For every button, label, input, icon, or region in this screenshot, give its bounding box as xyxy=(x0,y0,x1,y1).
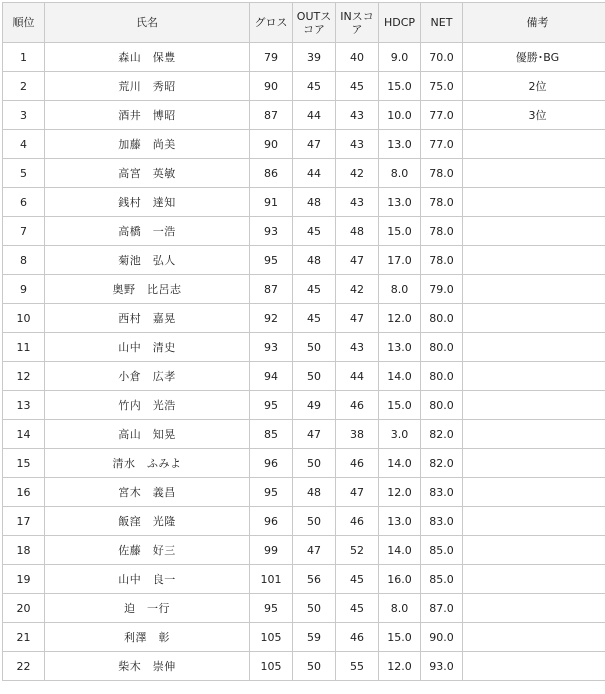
cell-net: 80.0 xyxy=(421,304,463,333)
cell-note xyxy=(463,333,605,362)
cell-in-score: 43 xyxy=(336,101,379,130)
table-row xyxy=(3,449,605,478)
cell-out-score: 47 xyxy=(293,536,336,565)
cell-net: 77.0 xyxy=(421,130,463,159)
cell-note xyxy=(463,478,605,507)
cell-hdcp: 16.0 xyxy=(379,565,421,594)
header-in-score: INスコア xyxy=(336,3,379,43)
cell-out-score: 49 xyxy=(293,391,336,420)
cell-out-score: 39 xyxy=(293,43,336,72)
cell-out-score: 45 xyxy=(293,217,336,246)
cell-gross: 99 xyxy=(250,536,293,565)
cell-note xyxy=(463,449,605,478)
cell-net: 93.0 xyxy=(421,652,463,681)
cell-in-score: 43 xyxy=(336,130,379,159)
cell-hdcp: 8.0 xyxy=(379,275,421,304)
cell-hdcp: 8.0 xyxy=(379,594,421,623)
cell-net: 77.0 xyxy=(421,101,463,130)
cell-hdcp: 10.0 xyxy=(379,101,421,130)
header-out-score: OUTスコア xyxy=(293,3,336,43)
cell-name: 高橋 一浩 xyxy=(45,217,250,246)
cell-hdcp: 14.0 xyxy=(379,362,421,391)
cell-note xyxy=(463,536,605,565)
cell-hdcp: 9.0 xyxy=(379,43,421,72)
cell-rank: 14 xyxy=(3,420,45,449)
cell-out-score: 44 xyxy=(293,159,336,188)
cell-hdcp: 12.0 xyxy=(379,652,421,681)
cell-net: 87.0 xyxy=(421,594,463,623)
cell-in-score: 46 xyxy=(336,507,379,536)
cell-gross: 93 xyxy=(250,217,293,246)
cell-net: 80.0 xyxy=(421,362,463,391)
cell-rank: 2 xyxy=(3,72,45,101)
cell-name: 高山 知晃 xyxy=(45,420,250,449)
cell-net: 90.0 xyxy=(421,623,463,652)
cell-rank: 5 xyxy=(3,159,45,188)
cell-rank: 15 xyxy=(3,449,45,478)
cell-in-score: 45 xyxy=(336,565,379,594)
cell-rank: 4 xyxy=(3,130,45,159)
cell-out-score: 45 xyxy=(293,72,336,101)
table-header xyxy=(3,3,605,43)
cell-name: 銭村 達知 xyxy=(45,188,250,217)
cell-in-score: 42 xyxy=(336,159,379,188)
cell-note: 優勝･BG xyxy=(463,43,605,72)
table-row xyxy=(3,188,605,217)
cell-gross: 96 xyxy=(250,507,293,536)
table-row xyxy=(3,565,605,594)
cell-net: 78.0 xyxy=(421,246,463,275)
cell-in-score: 44 xyxy=(336,362,379,391)
cell-rank: 17 xyxy=(3,507,45,536)
cell-rank: 13 xyxy=(3,391,45,420)
cell-note xyxy=(463,217,605,246)
cell-hdcp: 12.0 xyxy=(379,304,421,333)
cell-name: 西村 嘉晃 xyxy=(45,304,250,333)
cell-net: 82.0 xyxy=(421,449,463,478)
cell-out-score: 50 xyxy=(293,507,336,536)
cell-rank: 11 xyxy=(3,333,45,362)
cell-rank: 12 xyxy=(3,362,45,391)
cell-hdcp: 15.0 xyxy=(379,217,421,246)
cell-net: 78.0 xyxy=(421,188,463,217)
cell-rank: 3 xyxy=(3,101,45,130)
cell-name: 山中 良一 xyxy=(45,565,250,594)
cell-note xyxy=(463,362,605,391)
cell-hdcp: 13.0 xyxy=(379,333,421,362)
cell-gross: 85 xyxy=(250,420,293,449)
cell-rank: 18 xyxy=(3,536,45,565)
cell-hdcp: 13.0 xyxy=(379,507,421,536)
table-row xyxy=(3,594,605,623)
cell-hdcp: 13.0 xyxy=(379,188,421,217)
table-row xyxy=(3,536,605,565)
cell-gross: 95 xyxy=(250,391,293,420)
cell-rank: 7 xyxy=(3,217,45,246)
cell-in-score: 47 xyxy=(336,304,379,333)
cell-gross: 87 xyxy=(250,275,293,304)
header-note: 備考 xyxy=(463,3,605,43)
cell-out-score: 45 xyxy=(293,304,336,333)
header-name: 氏名 xyxy=(45,3,250,43)
cell-note xyxy=(463,159,605,188)
cell-gross: 101 xyxy=(250,565,293,594)
cell-in-score: 45 xyxy=(336,72,379,101)
cell-in-score: 47 xyxy=(336,246,379,275)
cell-name: 奥野 比呂志 xyxy=(45,275,250,304)
table-row xyxy=(3,304,605,333)
cell-note xyxy=(463,246,605,275)
cell-rank: 8 xyxy=(3,246,45,275)
cell-in-score: 46 xyxy=(336,391,379,420)
cell-out-score: 44 xyxy=(293,101,336,130)
cell-hdcp: 15.0 xyxy=(379,623,421,652)
cell-out-score: 47 xyxy=(293,420,336,449)
cell-gross: 90 xyxy=(250,130,293,159)
cell-name: 酒井 博昭 xyxy=(45,101,250,130)
cell-note xyxy=(463,188,605,217)
cell-name: 山中 清史 xyxy=(45,333,250,362)
cell-in-score: 46 xyxy=(336,623,379,652)
cell-note xyxy=(463,623,605,652)
table-row xyxy=(3,507,605,536)
cell-gross: 95 xyxy=(250,246,293,275)
cell-note xyxy=(463,304,605,333)
cell-name: 高宮 英敏 xyxy=(45,159,250,188)
cell-out-score: 50 xyxy=(293,652,336,681)
cell-name: 迫 一行 xyxy=(45,594,250,623)
table-row xyxy=(3,478,605,507)
cell-name: 柴木 崇伸 xyxy=(45,652,250,681)
cell-hdcp: 15.0 xyxy=(379,391,421,420)
table-body xyxy=(3,43,605,681)
cell-gross: 105 xyxy=(250,652,293,681)
cell-in-score: 48 xyxy=(336,217,379,246)
cell-in-score: 43 xyxy=(336,188,379,217)
cell-net: 80.0 xyxy=(421,391,463,420)
header-rank: 順位 xyxy=(3,3,45,43)
cell-out-score: 45 xyxy=(293,275,336,304)
cell-in-score: 42 xyxy=(336,275,379,304)
table-row xyxy=(3,72,605,101)
cell-name: 小倉 広孝 xyxy=(45,362,250,391)
cell-hdcp: 8.0 xyxy=(379,159,421,188)
table-row xyxy=(3,43,605,72)
cell-note xyxy=(463,652,605,681)
cell-net: 78.0 xyxy=(421,217,463,246)
cell-hdcp: 17.0 xyxy=(379,246,421,275)
cell-net: 80.0 xyxy=(421,333,463,362)
cell-note xyxy=(463,565,605,594)
cell-note xyxy=(463,507,605,536)
cell-gross: 86 xyxy=(250,159,293,188)
cell-gross: 95 xyxy=(250,478,293,507)
table-row xyxy=(3,130,605,159)
cell-name: 飯窪 光隆 xyxy=(45,507,250,536)
cell-out-score: 56 xyxy=(293,565,336,594)
cell-gross: 96 xyxy=(250,449,293,478)
header-row xyxy=(3,3,605,43)
cell-note: 3位 xyxy=(463,101,605,130)
table-row xyxy=(3,362,605,391)
cell-hdcp: 14.0 xyxy=(379,536,421,565)
cell-name: 清水 ふみよ xyxy=(45,449,250,478)
results-table xyxy=(2,2,605,681)
table-row xyxy=(3,246,605,275)
cell-rank: 9 xyxy=(3,275,45,304)
cell-net: 79.0 xyxy=(421,275,463,304)
cell-net: 85.0 xyxy=(421,565,463,594)
header-net: NET xyxy=(421,3,463,43)
cell-net: 75.0 xyxy=(421,72,463,101)
cell-out-score: 50 xyxy=(293,594,336,623)
cell-name: 佐藤 好三 xyxy=(45,536,250,565)
cell-gross: 95 xyxy=(250,594,293,623)
cell-out-score: 50 xyxy=(293,333,336,362)
cell-gross: 91 xyxy=(250,188,293,217)
cell-note xyxy=(463,391,605,420)
cell-rank: 22 xyxy=(3,652,45,681)
cell-out-score: 59 xyxy=(293,623,336,652)
cell-gross: 90 xyxy=(250,72,293,101)
cell-out-score: 47 xyxy=(293,130,336,159)
cell-note xyxy=(463,130,605,159)
table-row xyxy=(3,159,605,188)
table-row xyxy=(3,420,605,449)
cell-hdcp: 12.0 xyxy=(379,478,421,507)
cell-hdcp: 15.0 xyxy=(379,72,421,101)
cell-hdcp: 14.0 xyxy=(379,449,421,478)
cell-gross: 87 xyxy=(250,101,293,130)
cell-rank: 1 xyxy=(3,43,45,72)
cell-name: 菊池 弘人 xyxy=(45,246,250,275)
table-row xyxy=(3,623,605,652)
cell-gross: 105 xyxy=(250,623,293,652)
cell-name: 利澤 彰 xyxy=(45,623,250,652)
cell-note xyxy=(463,594,605,623)
cell-in-score: 52 xyxy=(336,536,379,565)
cell-name: 荒川 秀昭 xyxy=(45,72,250,101)
cell-net: 85.0 xyxy=(421,536,463,565)
cell-out-score: 48 xyxy=(293,478,336,507)
cell-in-score: 38 xyxy=(336,420,379,449)
cell-in-score: 46 xyxy=(336,449,379,478)
cell-hdcp: 13.0 xyxy=(379,130,421,159)
cell-note: 2位 xyxy=(463,72,605,101)
cell-out-score: 50 xyxy=(293,362,336,391)
table-row xyxy=(3,391,605,420)
cell-rank: 6 xyxy=(3,188,45,217)
cell-gross: 92 xyxy=(250,304,293,333)
cell-name: 宮木 義昌 xyxy=(45,478,250,507)
cell-in-score: 43 xyxy=(336,333,379,362)
cell-rank: 10 xyxy=(3,304,45,333)
cell-rank: 20 xyxy=(3,594,45,623)
header-gross: グロス xyxy=(250,3,293,43)
cell-in-score: 55 xyxy=(336,652,379,681)
cell-gross: 79 xyxy=(250,43,293,72)
cell-gross: 93 xyxy=(250,333,293,362)
cell-in-score: 40 xyxy=(336,43,379,72)
cell-rank: 21 xyxy=(3,623,45,652)
cell-net: 82.0 xyxy=(421,420,463,449)
cell-name: 加藤 尚美 xyxy=(45,130,250,159)
header-hdcp: HDCP xyxy=(379,3,421,43)
cell-net: 70.0 xyxy=(421,43,463,72)
cell-note xyxy=(463,275,605,304)
table-row xyxy=(3,652,605,681)
cell-hdcp: 3.0 xyxy=(379,420,421,449)
table-row xyxy=(3,101,605,130)
cell-out-score: 50 xyxy=(293,449,336,478)
table-row xyxy=(3,275,605,304)
cell-out-score: 48 xyxy=(293,246,336,275)
cell-rank: 16 xyxy=(3,478,45,507)
cell-net: 83.0 xyxy=(421,507,463,536)
cell-in-score: 45 xyxy=(336,594,379,623)
cell-out-score: 48 xyxy=(293,188,336,217)
cell-name: 竹内 光浩 xyxy=(45,391,250,420)
cell-name: 森山 保豊 xyxy=(45,43,250,72)
cell-net: 78.0 xyxy=(421,159,463,188)
cell-rank: 19 xyxy=(3,565,45,594)
cell-note xyxy=(463,420,605,449)
cell-gross: 94 xyxy=(250,362,293,391)
table-row xyxy=(3,217,605,246)
table-row xyxy=(3,333,605,362)
cell-in-score: 47 xyxy=(336,478,379,507)
cell-net: 83.0 xyxy=(421,478,463,507)
